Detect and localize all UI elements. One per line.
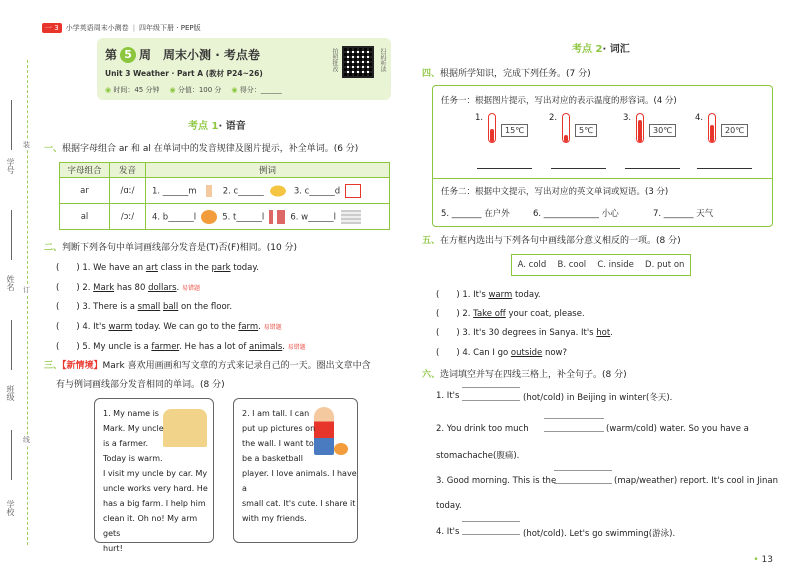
title-box — [97, 38, 391, 100]
underlined-word: small — [137, 302, 161, 312]
options-box — [511, 254, 691, 276]
section-3-heading — [44, 358, 371, 371]
thermometer-icon — [708, 113, 716, 143]
item-text: (warm/cold) water. So you have a — [606, 424, 749, 434]
judge-item — [56, 320, 282, 332]
item-text: class in the — [157, 263, 212, 273]
section-4-heading — [422, 66, 591, 79]
underlined-word: art — [145, 263, 158, 273]
underlined-word: Mark — [93, 283, 115, 293]
passage-line: 1. My name is — [103, 409, 159, 418]
ball-picture-icon — [201, 210, 217, 224]
opposite-item — [436, 346, 567, 358]
item-text: today. — [436, 501, 462, 511]
qr-left-label: 拍照批改 — [331, 48, 338, 72]
four-line-blank[interactable] — [462, 387, 520, 401]
task1-text: 任务一：根据图片提示，写出对应的表示温度的形容词。(4 分) — [441, 96, 677, 106]
passage-line: Today is warm. — [103, 454, 163, 463]
passage-line: hurt! — [103, 544, 123, 553]
unit-label: Unit 3 Weather · Part A (教材 P24~26) — [105, 69, 263, 78]
week-prefix: 第 — [105, 48, 118, 62]
table-row — [60, 204, 390, 230]
item-text: (hot/cold) in Beijing in winter(冬天). — [523, 393, 673, 403]
item-text: 2. — [462, 309, 474, 319]
passage-line: has a big farm. I help him — [103, 499, 206, 508]
blank-word[interactable]: 4. b______l — [152, 212, 197, 222]
item-text: . — [176, 283, 180, 293]
passage-2-box — [233, 398, 358, 543]
answer-blank[interactable] — [551, 168, 606, 169]
cut-mark: 装 — [23, 141, 30, 149]
underlined-word: hot — [596, 328, 611, 338]
blank-word[interactable]: 3. c______d — [293, 186, 341, 196]
divider: | — [132, 24, 136, 32]
section-text: Mark 喜欢用画画和写文章的方式来记录自己的一天。圈出文章中含 — [102, 361, 371, 371]
cn-item[interactable]: 6. _____________ 小心 — [533, 209, 619, 219]
grade-label: 四年级下册 · PEP版 — [139, 24, 201, 32]
passage-2-text — [242, 406, 357, 526]
cn-item[interactable]: 5. _______ 在户外 — [441, 209, 510, 219]
passage-line: uncle works very hard. He — [103, 484, 208, 493]
section-number: 三、 — [44, 361, 63, 371]
passage-line: clean it. Oh no! My arm gets — [103, 514, 198, 538]
score-label: ◉ 分值：100 分 — [169, 85, 221, 95]
blank-word[interactable]: 2. c______ — [222, 186, 264, 196]
answer-blank[interactable] — [625, 168, 680, 169]
underlined-word: farmer — [151, 342, 180, 352]
item-text: . — [258, 322, 261, 332]
cut-mark: 线 — [23, 436, 30, 444]
sound-cell: /ɔː/ — [110, 204, 146, 230]
answer-paren[interactable]: ( ) — [56, 263, 80, 273]
temp-item-number: 4. — [695, 113, 704, 123]
item-text: 4. It's — [436, 527, 460, 537]
option: A. cold — [517, 260, 547, 270]
section-3-heading-cont — [56, 377, 225, 390]
kp1-heading — [188, 117, 246, 132]
section-text: 根据所学知识，完成下列任务。(7 分) — [440, 69, 591, 79]
answer-paren[interactable]: ( ) — [56, 342, 80, 352]
answer-paren[interactable]: ( ) — [56, 322, 80, 332]
card-picture-icon — [345, 184, 361, 198]
item-text: 3. Good morning. This is the — [436, 476, 557, 486]
easy-mistake-badge: 易错题 — [287, 344, 306, 351]
phonics-table — [59, 162, 390, 230]
underlined-word: ball — [162, 302, 179, 312]
temp-value: 5℃ — [575, 124, 597, 137]
section-text: 在方框内选出与下列各句中画线部分意义相反的一项。(8 分) — [440, 236, 681, 246]
underlined-word: farm — [238, 322, 259, 332]
blank-word[interactable]: 6. w______l — [290, 212, 336, 222]
item-text: (hot/cold). Let's go swimming(游泳). — [523, 529, 676, 539]
item-text: 1. We have an — [82, 263, 146, 273]
meta-row — [105, 85, 282, 95]
kp1-title: · 语音 — [218, 121, 246, 132]
answer-paren[interactable]: ( ) — [436, 290, 460, 300]
blank-line — [11, 430, 12, 480]
easy-mistake-badge: 易错题 — [181, 285, 200, 292]
answer-paren[interactable]: ( ) — [56, 302, 80, 312]
section-number: 四、 — [422, 69, 441, 79]
blank-line — [11, 100, 12, 150]
item-text: today. — [512, 290, 541, 300]
section-6-heading — [422, 367, 627, 380]
underlined-word: animals — [249, 342, 283, 352]
opposite-item — [436, 307, 585, 319]
thermometer-icon — [562, 113, 570, 143]
week-number-badge: 5 — [120, 47, 136, 63]
example-cell — [146, 204, 390, 230]
answer-paren[interactable]: ( ) — [436, 328, 460, 338]
section-text: 有与例词画线部分发音相同的单词。(8 分) — [56, 380, 225, 390]
fill-item — [606, 424, 749, 434]
item-text: has 80 — [114, 283, 149, 293]
title-text: 周 周末小测 · 考点卷 — [139, 48, 260, 62]
temp-value: 30℃ — [649, 124, 676, 137]
section-text: 判断下列各句中单词画线部分发音是(T)否(F)相同。(10 分) — [62, 243, 298, 253]
passage-line: with my friends. — [242, 514, 307, 523]
fill-item — [436, 527, 459, 537]
passage-1-box — [94, 398, 214, 553]
qr-code-icon[interactable] — [342, 46, 374, 78]
kp2-title: · 词汇 — [602, 44, 630, 55]
temp-value: 15℃ — [501, 124, 528, 137]
got-label: ◉ 得分：______ — [231, 85, 281, 95]
item-text: . — [610, 328, 613, 338]
blank-line — [11, 320, 12, 370]
passage-line: put up pictures on — [242, 424, 316, 433]
task-divider — [433, 178, 772, 179]
item-text: stomachache(腹痛). — [436, 451, 520, 461]
new-context-tag: 【新情境】 — [62, 361, 103, 371]
wall-picture-icon — [341, 210, 361, 224]
four-line-blank[interactable] — [554, 470, 612, 484]
table-header: 发音 — [110, 163, 146, 178]
fill-item — [436, 391, 459, 401]
passage-line: Mark. My uncle — [103, 424, 164, 433]
page-header — [42, 23, 201, 33]
four-line-blank[interactable] — [462, 521, 520, 535]
table-header: 字母组合 — [60, 163, 110, 178]
cut-line — [27, 60, 28, 545]
passage-line: small cat. It's cute. I share it — [242, 499, 356, 508]
passage-line: player. I love animals. I have a — [242, 469, 357, 493]
cut-mark: 订 — [23, 286, 30, 294]
blank-word[interactable]: 5. t______l — [222, 212, 265, 222]
temp-item-number: 2. — [549, 113, 558, 123]
section-text: 选词填空并写在四线三格上，补全句子。(8 分) — [440, 370, 627, 380]
item-text: today. We can go to the — [132, 322, 239, 332]
thermometer-icon — [636, 113, 644, 143]
item-text: . — [282, 342, 285, 352]
item-text: 2. — [82, 283, 94, 293]
name-label: 姓名 — [6, 275, 15, 291]
fill-item — [523, 391, 672, 403]
thermometer-icon — [488, 113, 496, 143]
section-number: 六、 — [422, 370, 441, 380]
sound-cell: /ɑː/ — [110, 178, 146, 204]
combo-cell: ar — [60, 178, 110, 204]
judge-item — [56, 261, 259, 273]
passage-line: the wall. I want to — [242, 439, 314, 448]
temp-value: 20℃ — [721, 124, 748, 137]
student-id-label: 学号 — [6, 158, 15, 174]
item-text: 4. Can I go — [462, 348, 511, 358]
easy-mistake-badge: 易错题 — [263, 324, 282, 331]
example-cell — [146, 178, 390, 204]
four-line-blank[interactable] — [544, 418, 604, 432]
answer-paren[interactable]: ( ) — [436, 309, 460, 319]
fill-item — [436, 424, 529, 434]
kp2-heading — [572, 40, 630, 55]
judge-item — [56, 300, 232, 312]
item-text: (map/weather) report. It's cool in Jinan — [614, 476, 779, 486]
judge-item — [56, 281, 200, 293]
section-5-heading — [422, 233, 681, 246]
item-text: on the floor. — [178, 302, 233, 312]
binding-margin — [0, 0, 40, 575]
school-label: 学校 — [6, 500, 15, 516]
item-text: today. — [230, 263, 259, 273]
underlined-word: dollars — [148, 283, 177, 293]
table-row — [60, 178, 390, 204]
page-number: • 13 — [753, 555, 773, 565]
table-header: 例词 — [146, 163, 390, 178]
opposite-item — [436, 288, 541, 300]
section-number: 二、 — [44, 243, 63, 253]
item-text: 3. It's 30 degrees in Sanya. It's — [462, 328, 597, 338]
passage-line: 2. I am tall. I can — [242, 409, 310, 418]
fill-item — [436, 501, 462, 511]
passage-line: is a farmer. — [103, 439, 149, 448]
passage-1-text — [103, 406, 213, 556]
item-text: . He has a lot of — [179, 342, 250, 352]
car-picture-icon — [268, 184, 288, 198]
item-text: now? — [542, 348, 568, 358]
title — [105, 46, 260, 63]
answer-paren[interactable]: ( ) — [56, 283, 80, 293]
section-text: 根据字母组合 ar 和 al 在单词中的发音规律及图片提示，补全单词。(6 分) — [62, 144, 359, 154]
temp-item-number: 3. — [623, 113, 632, 123]
fill-item — [523, 527, 675, 539]
section-number: 一、 — [44, 144, 63, 154]
class-label: 班级 — [6, 385, 15, 401]
opposite-item — [436, 326, 613, 338]
underlined-word: Take off — [473, 309, 506, 319]
temp-item-number: 1. — [475, 113, 484, 123]
time-label: ◉ 时间：45 分钟 — [105, 85, 159, 95]
item-text: 2. You drink too much — [436, 424, 529, 434]
underlined-word: outside — [510, 348, 543, 358]
series-name: 小学英语周末小测卷 — [65, 24, 129, 32]
item-text: 4. It's — [82, 322, 109, 332]
option: C. inside — [597, 260, 634, 270]
underlined-word: warm — [108, 322, 133, 332]
underlined-word: warm — [488, 290, 513, 300]
judge-item — [56, 340, 306, 352]
item-text: 1. It's — [436, 391, 460, 401]
blank-line — [11, 210, 12, 260]
qr-right-label: 扫码听读 — [379, 48, 386, 72]
item-text: 1. It's — [462, 290, 489, 300]
kp1-label: 考点 1 — [188, 121, 219, 132]
man-picture-icon — [201, 184, 217, 198]
section-2-heading — [44, 240, 297, 253]
option: B. cool — [557, 260, 587, 270]
passage-line: be a basketball — [242, 454, 303, 463]
section-1-heading — [44, 141, 358, 154]
fill-item — [436, 449, 519, 461]
section-number: 五、 — [422, 236, 441, 246]
item-text: your coat, please. — [505, 309, 585, 319]
answer-paren[interactable]: ( ) — [436, 348, 460, 358]
fill-item — [614, 476, 778, 486]
passage-line: I visit my uncle by car. My — [103, 469, 208, 478]
underlined-word: park — [211, 263, 231, 273]
answer-blank[interactable] — [477, 168, 532, 169]
tall-people-picture-icon — [269, 210, 285, 224]
header-tag: 一 3 — [42, 23, 62, 33]
task2-text: 任务二：根据中文提示，写出对应的英文单词或短语。(3 分) — [441, 187, 669, 197]
combo-cell: al — [60, 204, 110, 230]
fill-item — [436, 476, 556, 486]
kp2-label: 考点 2 — [572, 44, 603, 55]
task-box — [432, 85, 773, 227]
item-text: 5. My uncle is a — [82, 342, 152, 352]
item-text: 3. There is a — [82, 302, 138, 312]
cn-item[interactable]: 7. _______ 天气 — [653, 209, 714, 219]
answer-blank[interactable] — [697, 168, 752, 169]
option: D. put on — [645, 260, 685, 270]
blank-word[interactable]: 1. ______m — [152, 186, 197, 196]
